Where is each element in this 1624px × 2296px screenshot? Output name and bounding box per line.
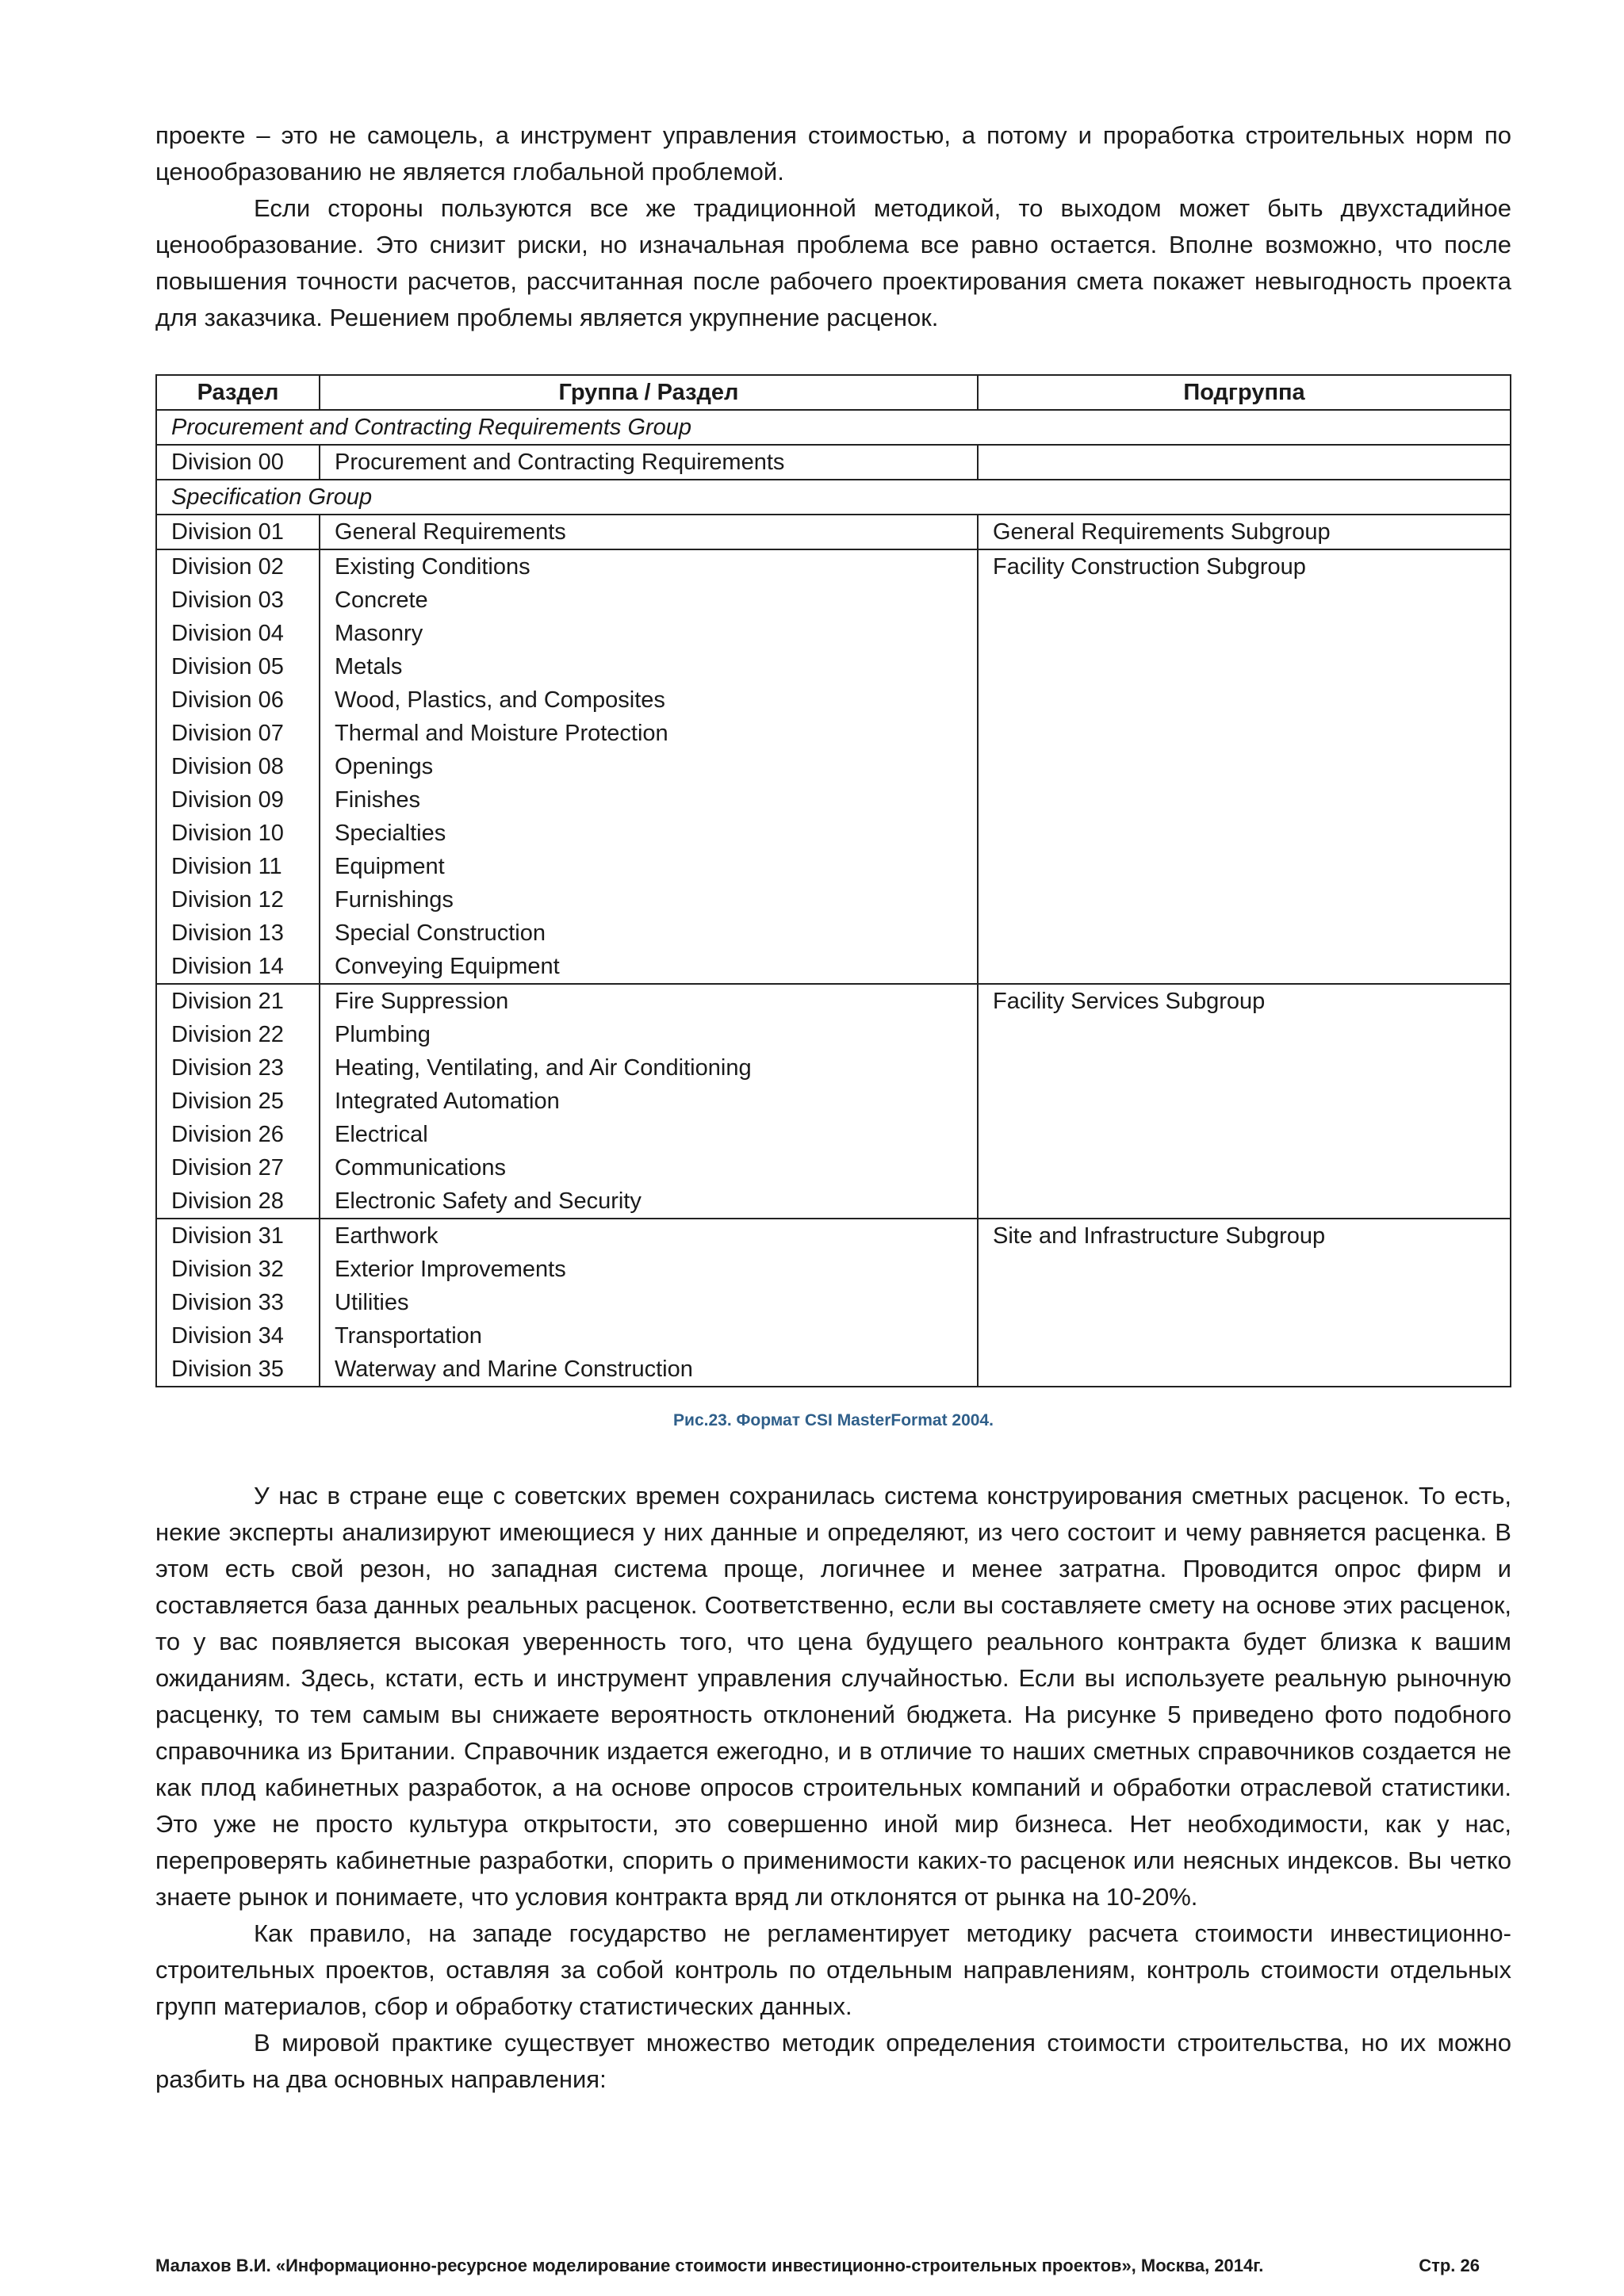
division-code: Division 02 xyxy=(171,554,284,580)
intro-paragraph: проекте – это не самоцель, а инструмент управления стоимостью, а потому и проработка строительных норм по ценообразованию не является глобальной проблемой. xyxy=(155,121,1511,186)
division-code: Division 12 xyxy=(171,887,284,913)
group-row xyxy=(156,480,1511,515)
division-codes xyxy=(156,549,320,984)
page-footer xyxy=(155,2256,1480,2276)
division-code: Division 22 xyxy=(171,1022,284,1047)
subgroup-name: Facility Construction Subgroup xyxy=(978,549,1511,984)
body-paragraph: Как правило, на западе государство не регламентирует методику расчета стоимости инвестиционно-строительных проектов, оставляя за собой контроль по отдельным направлениям, контроль стоимости отдельных групп материалов, сбор и обработку статистических данных. xyxy=(155,1919,1511,2020)
division-code: Division 32 xyxy=(171,1257,284,1282)
division-name: Utilities xyxy=(335,1290,409,1315)
division-name: Plumbing xyxy=(335,1022,431,1047)
division-name: Electronic Safety and Security xyxy=(335,1188,642,1214)
intro-paragraph: Если стороны пользуются все же традиционной методикой, то выходом может быть двухстадийное ценообразование. Это снизит риски, но изначальная проблема все равно остается. Вполне возможно, что после повышения точности расчетов, рассчитанная после рабочего проектирования смета покажет невыгодность проекта для заказчика. Решением проблемы является укрупнение расценок. xyxy=(155,194,1511,331)
division-name: Electrical xyxy=(335,1122,428,1147)
division-name: Waterway and Marine Construction xyxy=(335,1357,693,1382)
division-code: Division 25 xyxy=(171,1089,284,1114)
division-name: Finishes xyxy=(335,787,420,813)
division-code: Division 14 xyxy=(171,954,284,979)
division-name: Concrete xyxy=(335,587,428,613)
division-code: Division 34 xyxy=(171,1323,284,1349)
group-row xyxy=(156,410,1511,445)
division-code: Division 01 xyxy=(156,515,320,549)
header-razdel: Раздел xyxy=(156,375,320,410)
division-name: Heating, Ventilating, and Air Conditioning xyxy=(335,1055,752,1081)
division-name: Communications xyxy=(335,1155,506,1181)
subgroup-name: Site and Infrastructure Subgroup xyxy=(978,1219,1511,1387)
specification-group-label: Specification Group xyxy=(156,480,1511,515)
division-code: Division 26 xyxy=(171,1122,284,1147)
division-code: Division 10 xyxy=(171,821,284,846)
division-name: Earthwork xyxy=(335,1223,439,1249)
body-paragraph: У нас в стране еще с советских времен сохранилась система конструирования сметных расценок. То есть, некие эксперты анализируют имеющиеся у них данные и определяют, из чего состоит и чему равняется расценка. В этом есть свой резон, но западная система проще, логичнее и менее затратна. Проводится опрос фирм и составляется база данных реальных расценок. Соответственно, если вы составляете смету на основе этих расценок, то у вас появляется высокая уверенность того, что цена будущего реального контракта будет близка к вашим ожиданиям. Здесь, кстати, есть и инструмент управления случайностью. Если вы используете реальную рыночную расценку, то тем самым вы снижаете вероятность отклонений бюджета. На рисунке 5 приведено фото подобного справочника из Британии. Справочник издается ежегодно, и в отличие то наших сметных справочников создается не как плод кабинетных разработок, а на основе опросов строительных компаний и обработки отраслевой статистики. Это уже не просто культура открытости, это совершенно иной мир бизнеса. Нет необходимости, как у нас, перепроверять кабинетные разработки, спорить о применимости каких-то расценок или неясных индексов. Вы четко знаете рынок и понимаете, что условия контракта вряд ли отклонятся от рынка на 10-20%. xyxy=(155,1482,1511,1911)
division-code: Division 03 xyxy=(171,587,284,613)
division-name: Fire Suppression xyxy=(335,989,509,1014)
division-code: Division 08 xyxy=(171,754,284,779)
division-code: Division 31 xyxy=(171,1223,284,1249)
division-block xyxy=(156,549,1511,984)
division-names xyxy=(320,984,978,1219)
division-block xyxy=(156,1219,1511,1387)
division-code: Division 35 xyxy=(171,1357,284,1382)
division-name: Thermal and Moisture Protection xyxy=(335,721,668,746)
masterformat-table xyxy=(155,374,1511,1387)
header-group: Группа / Раздел xyxy=(320,375,978,410)
division-name: Furnishings xyxy=(335,887,454,913)
division-code: Division 09 xyxy=(171,787,284,813)
division-name: Specialties xyxy=(335,821,446,846)
division-name: Exterior Improvements xyxy=(335,1257,566,1282)
page-number: Стр. 26 xyxy=(1419,2256,1480,2275)
subgroup-name: General Requirements Subgroup xyxy=(978,515,1511,549)
division-name: Conveying Equipment xyxy=(335,954,560,979)
division-codes xyxy=(156,1219,320,1387)
division-code: Division 06 xyxy=(171,687,284,713)
table-row xyxy=(156,445,1511,480)
division-code: Division 11 xyxy=(171,854,282,879)
division-name: Transportation xyxy=(335,1323,482,1349)
table-row xyxy=(156,515,1511,549)
division-code: Division 04 xyxy=(171,621,284,646)
header-subgroup: Подгруппа xyxy=(978,375,1511,410)
division-code: Division 27 xyxy=(171,1155,284,1181)
division-code: Division 21 xyxy=(171,989,284,1014)
division-name: Metals xyxy=(335,654,403,679)
intro-text xyxy=(155,117,1511,336)
division-code: Division 33 xyxy=(171,1290,284,1315)
division-name: Equipment xyxy=(335,854,445,879)
subgroup-name: Facility Services Subgroup xyxy=(978,984,1511,1219)
division-name: Special Construction xyxy=(335,920,546,946)
division-name: Existing Conditions xyxy=(335,554,530,580)
subgroup-cell xyxy=(978,445,1511,480)
division-names xyxy=(320,549,978,984)
body-text xyxy=(155,1478,1511,2098)
division-block xyxy=(156,984,1511,1219)
body-paragraph: В мировой практике существует множество методик определения стоимости строительства, но их можно разбить на два основных направления: xyxy=(155,2029,1511,2093)
division-name: Procurement and Contracting Requirements xyxy=(320,445,978,480)
division-names xyxy=(320,1219,978,1387)
table-header-row xyxy=(156,375,1511,410)
division-name: Masonry xyxy=(335,621,423,646)
division-name: General Requirements xyxy=(320,515,978,549)
division-code: Division 23 xyxy=(171,1055,284,1081)
procurement-group-label: Procurement and Contracting Requirements Group xyxy=(156,410,1511,445)
division-name: Integrated Automation xyxy=(335,1089,560,1114)
division-code: Division 00 xyxy=(156,445,320,480)
division-code: Division 05 xyxy=(171,654,284,679)
footer-citation: Малахов В.И. «Информационно-ресурсное моделирование стоимости инвестиционно-строительных проектов», Москва, 2014г. xyxy=(155,2256,1264,2275)
division-code: Division 28 xyxy=(171,1188,284,1214)
division-code: Division 13 xyxy=(171,920,284,946)
division-name: Wood, Plastics, and Composites xyxy=(335,687,665,713)
figure-caption: Рис.23. Формат CSI MasterFormat 2004. xyxy=(673,1411,994,1429)
division-code: Division 07 xyxy=(171,721,284,746)
division-name: Openings xyxy=(335,754,434,779)
division-codes xyxy=(156,984,320,1219)
